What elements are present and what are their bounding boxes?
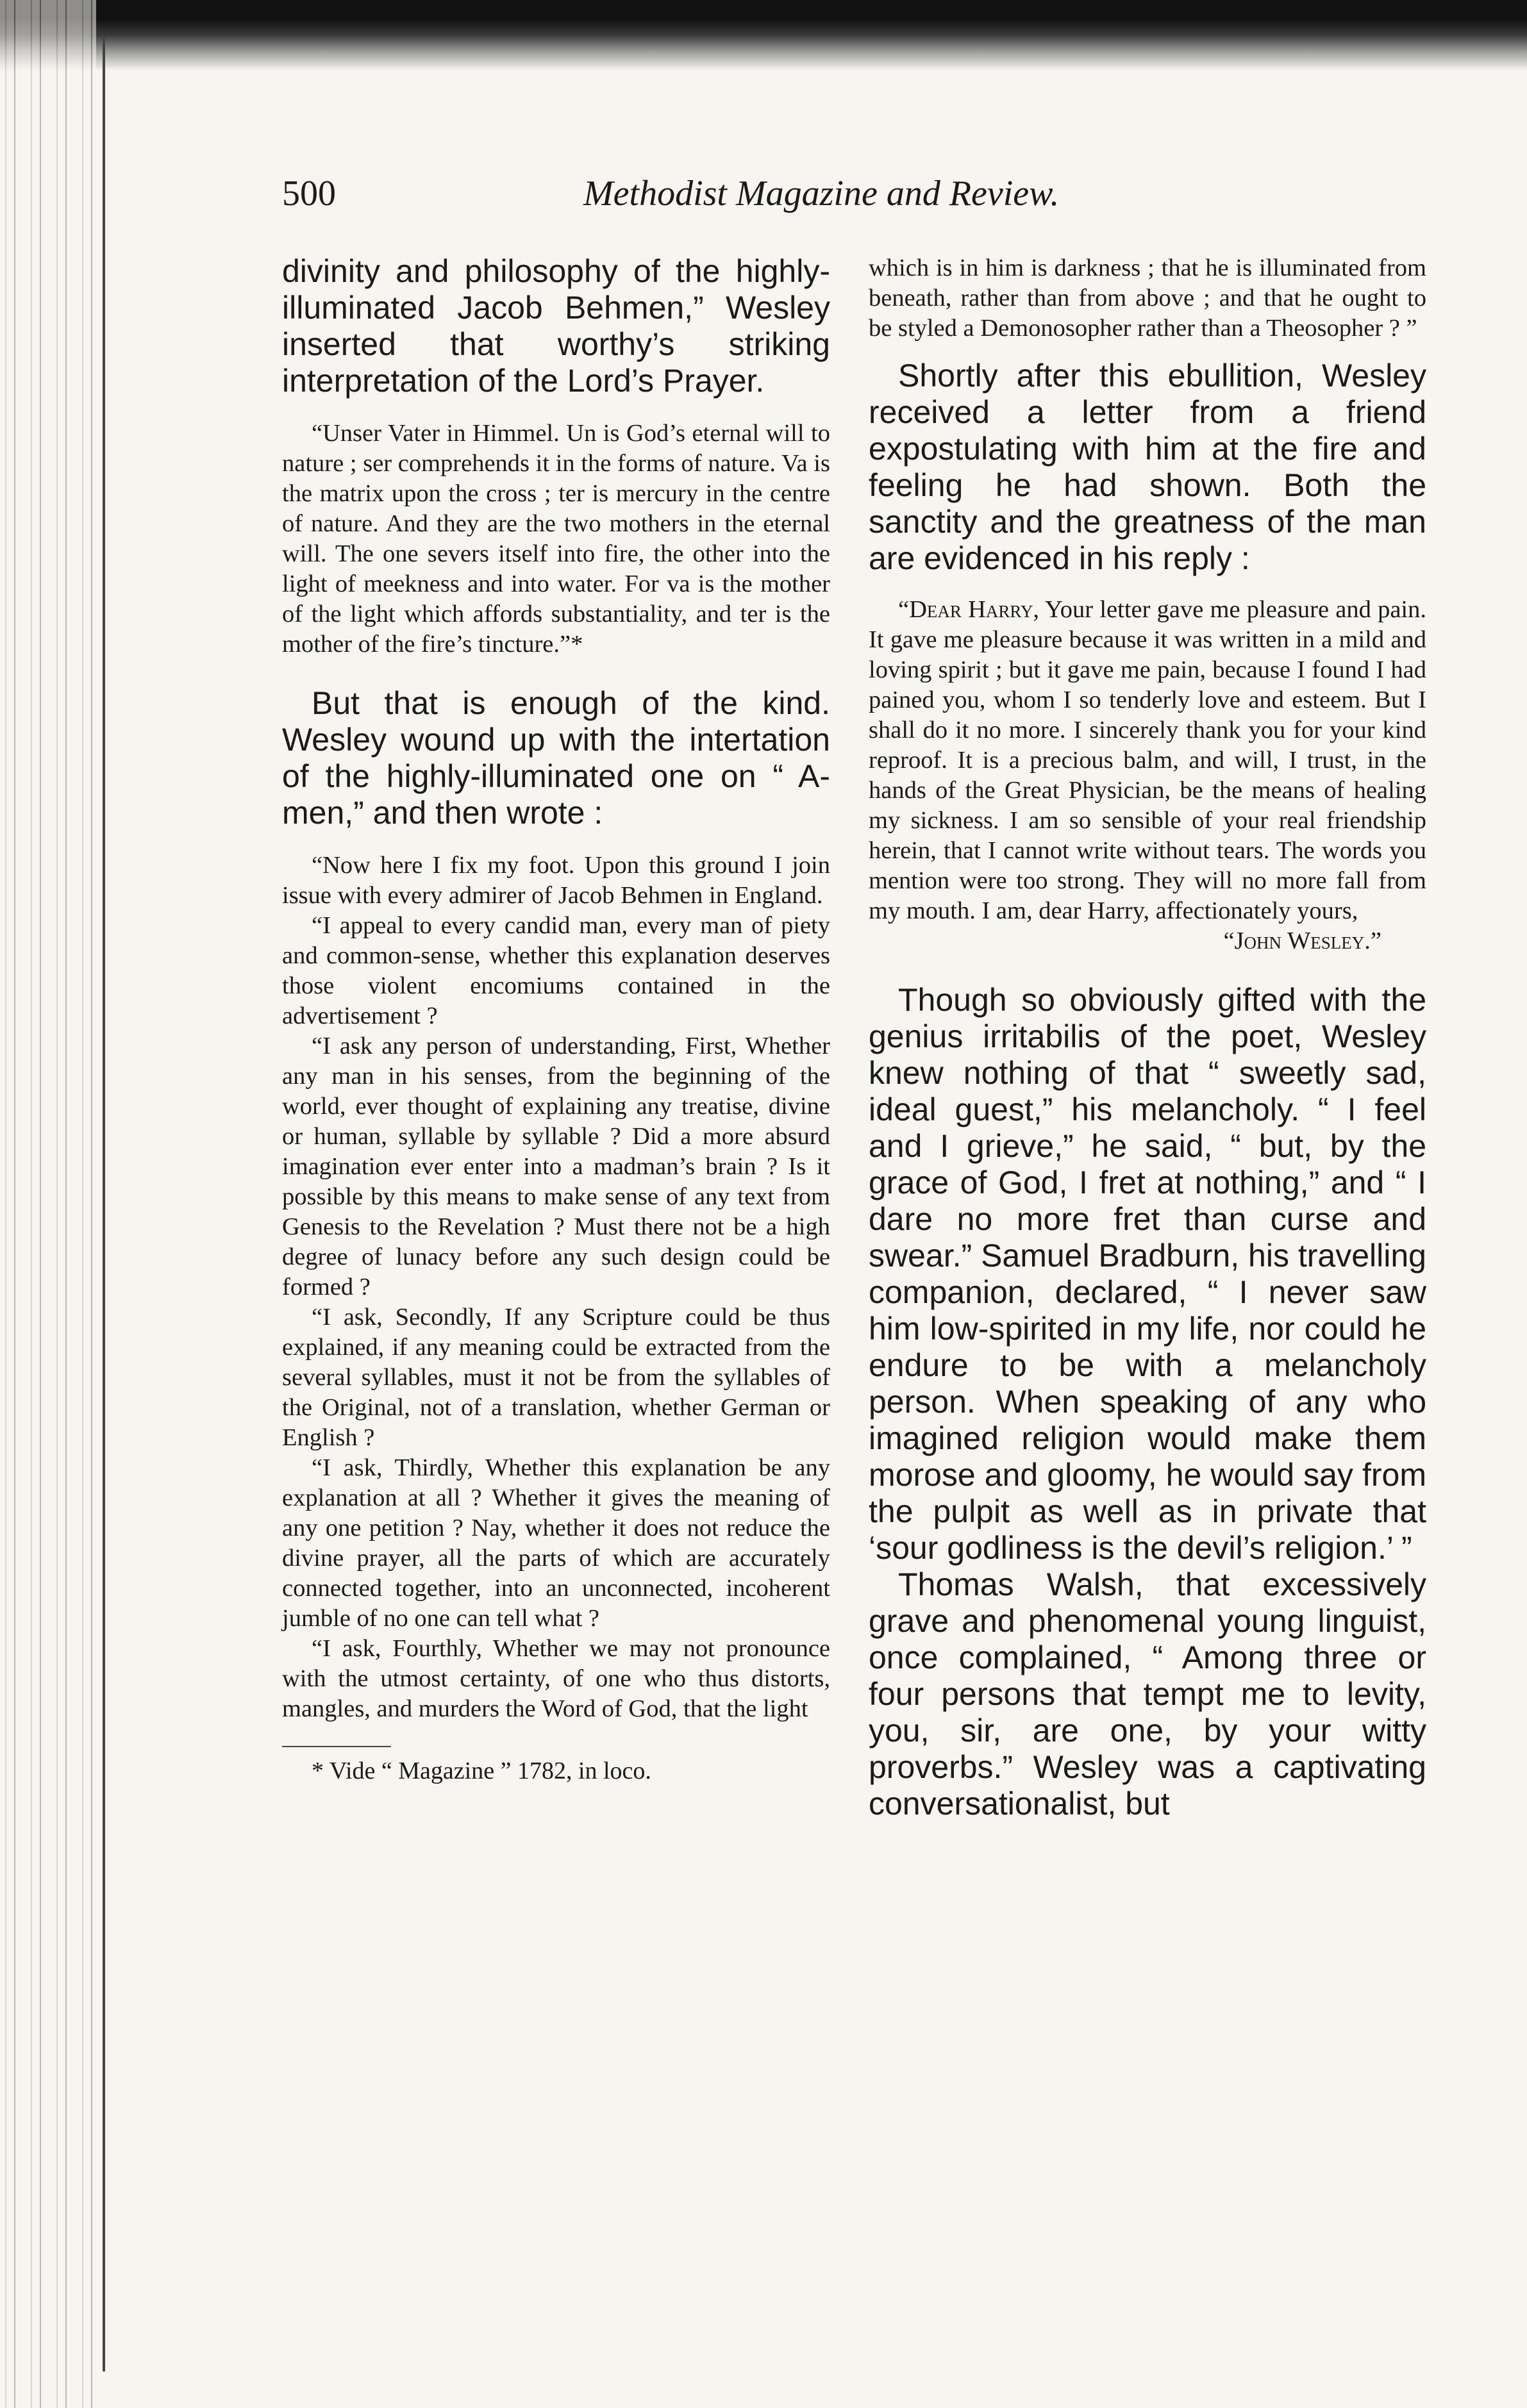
quote-paragraph: “Now here I fix my foot. Upon this ground I join issue with every admirer of Jacob Behmen in England. [282, 852, 830, 909]
right-column [869, 253, 1426, 1822]
page-number: 500 [282, 174, 336, 213]
left-column [282, 253, 830, 1786]
paragraph: But that is enough of the kind. Wesley wound up with the intertation of the highly-illuminated one on “ A-men,” and then wrote : [282, 685, 830, 831]
quote-continuation: which is in him is darkness ; that he is illuminated from beneath, rather than from above ; and that he ought to be styled a Demonosopher rather than a Theosopher ? ” [869, 254, 1426, 342]
letter-salutation: “Dear Harry, [898, 596, 1040, 623]
paragraph: Though so obviously gifted with the genius irritabilis of the poet, Wesley knew nothing of that “ sweetly sad, ideal guest,” his melancholy. “ I feel and I grieve,” he said, “ but, by the grace of God, I fret at nothing,” and “ I dare no more fret than curse and swear.” Samuel Bradburn, his travelling companion, declared, “ I never saw him low-spirited in my life, nor could he endure to be with a melancholy person. When speaking of any who imagined religion would make them morose and gloomy, he would say from the pulpit as well as in private that ‘sour godliness is the devil’s religion.’ ” [869, 982, 1426, 1566]
paragraph: Thomas Walsh, that excessively grave and phenomenal young linguist, once complained, “ Among three or four persons that tempt me to levity, you, sir, are one, by your witty proverbs.” Wesley was a captivating conversationalist, but [869, 1566, 1426, 1822]
letter-body: Your letter gave me pleasure and pain. It gave me pleasure because it was written in a mild and loving spirit ; but it gave me pain, because I found I had pained you, whom I so tenderly love and esteem. But I shall do it no more. I sincerely thank you for your kind reproof. It is a precious balm, and will, I trust, in the hands of the Great Physician, be the means of healing my sickness. I am so sensible of your real friendship herein, that I cannot write without tears. The words you mention were too strong. They will no more fall from my mouth. I am, dear Harry, affectionately yours, [869, 596, 1426, 924]
scan-top-edge [0, 0, 1527, 71]
quote-paragraph: “I ask, Secondly, If any Scripture could be thus explained, if any meaning could be extracted from the several syllables, must it not be from the syllables of the Original, not of a translation, whether German or English ? [282, 1304, 830, 1451]
wesley-quote [282, 851, 830, 1724]
quote-paragraph: “I ask, Fourthly, Whether we may not pronounce with the utmost certainty, of one who thus distorts, mangles, and murders the Word of God, that the light [282, 1635, 830, 1722]
letter [869, 595, 1426, 926]
footnote: * Vide “ Magazine ” 1782, in loco. [312, 1757, 651, 1784]
paragraph: divinity and philosophy of the highly-illuminated Jacob Behmen,” Wesley inserted that worthy’s striking interpretation of the Lord’s Prayer. [282, 253, 830, 399]
letter-signature: “John Wesley.” [1223, 927, 1381, 954]
page-header [282, 173, 1410, 224]
quote-paragraph: “I ask any person of understanding, First, Whether any man in his senses, from the beginning of the world, ever thought of explaining any treatise, divine or human, syllable by syllable ? Did a more absurd imagination ever enter into a madman’s brain ? Is it possible by this means to make sense of any text from Genesis to the Revelation ? Must there not be a high degree of lunacy before any such design could be formed ? [282, 1033, 830, 1300]
quote-paragraph: “I appeal to every candid man, every man of piety and common-sense, whether this explanation deserves those violent encomiums contained in the advertisement ? [282, 912, 830, 1029]
quote-paragraph: “I ask, Thirdly, Whether this explanation be any explanation at all ? Whether it gives the meaning of any one petition ? Nay, whether it does not reduce the divine prayer, all the parts of which are accurately connected together, into an unconnected, incoherent jumble of no one can tell what ? [282, 1454, 830, 1632]
page-margin-rule [103, 38, 105, 2371]
behmen-quote: “Unser Vater in Himmel. Un is God’s eternal will to nature ; ser comprehends it in the forms of nature. Va is the matrix upon the cross ; ter is mercury in the centre of nature. And they are the two mothers in the eternal will. The one severs itself into fire, the other into the light of meekness and into water. For va is the mother of the light which affords substantiality, and ter is the mother of the fire’s tincture.”* [282, 420, 830, 658]
scan-binding-edge [0, 0, 96, 2408]
footnote-divider [282, 1746, 391, 1747]
running-title: Methodist Magazine and Review. [583, 174, 1060, 213]
paragraph: Shortly after this ebullition, Wesley received a letter from a friend expostulating with him at the fire and feeling he had shown. Both the sanctity and the greatness of the man are evidenced in his reply : [869, 358, 1426, 576]
